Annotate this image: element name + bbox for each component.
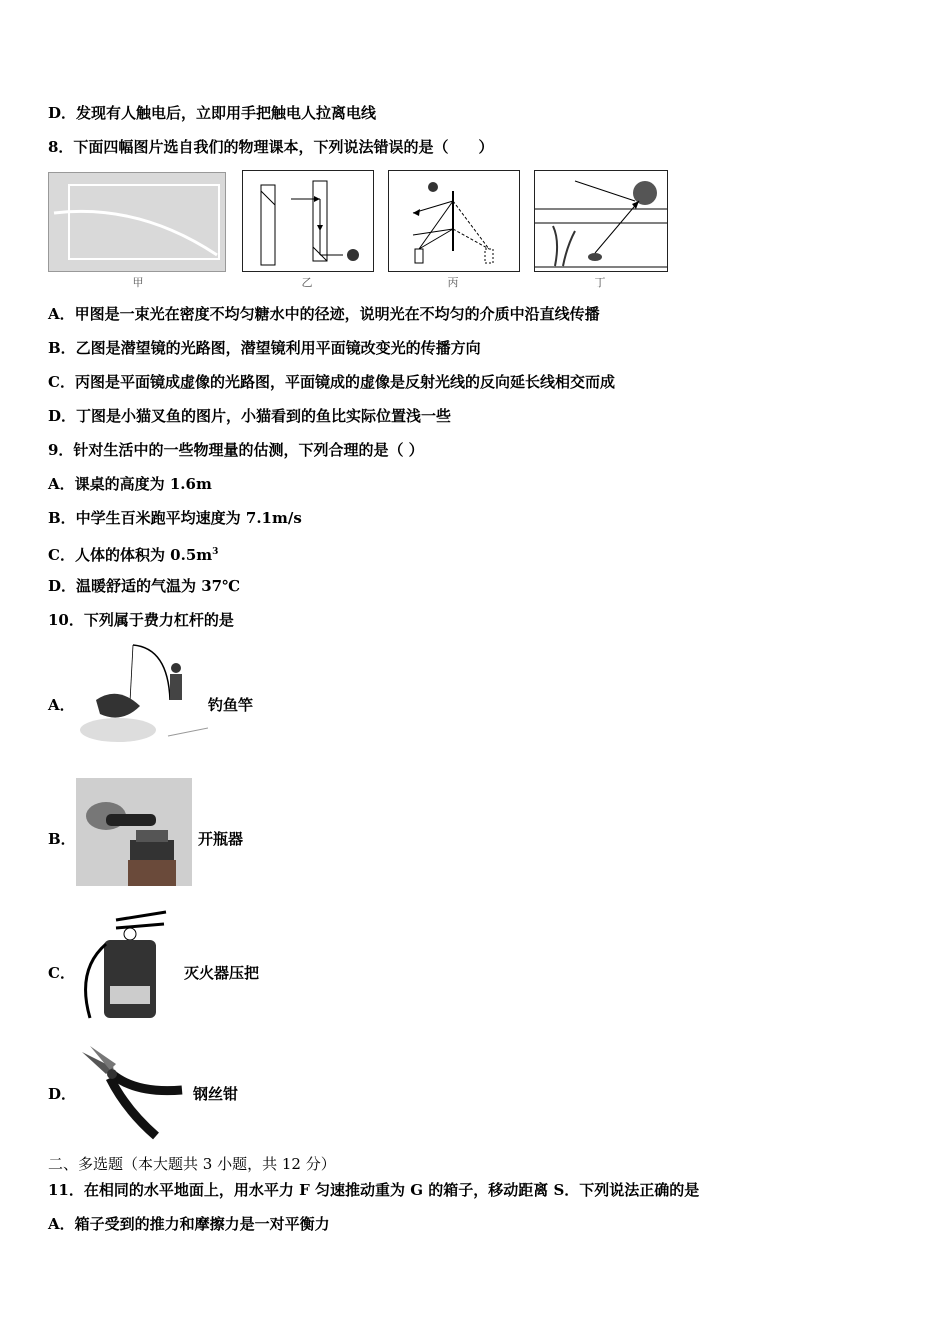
q11-option-a: A．箱子受到的推力和摩擦力是一对平衡力 xyxy=(48,1215,330,1233)
caption-jia: 甲 xyxy=(132,276,144,289)
q9-option-c-sup: 3 xyxy=(212,547,219,557)
q9-option-d: D．温暖舒适的气温为 37℃ xyxy=(48,577,241,595)
q11-stem: 11．在相同的水平地面上，用水平力 F 匀速推动重为 G 的箱子，移动距离 S．下列说法正确的是 xyxy=(48,1181,700,1199)
caption-bing: 丙 xyxy=(447,276,459,289)
q9-stem: 9．针对生活中的一些物理量的估测，下列合理的是（ ） xyxy=(48,441,424,459)
q9-option-b: B．中学生百米跑平均速度为 7.1m/s xyxy=(48,509,302,527)
figure-jia xyxy=(48,172,226,272)
fire-extinguisher-image xyxy=(76,910,172,1020)
q9-option-a: A．课桌的高度为 1.6m xyxy=(48,475,212,493)
q10-option-a-letter: A． xyxy=(48,696,75,714)
pliers-image xyxy=(76,1044,186,1140)
q9-option-c xyxy=(48,542,218,565)
bottle-opener-image xyxy=(76,778,192,886)
q10-option-d-label: 钢丝钳 xyxy=(193,1085,239,1103)
fishing-rod-image xyxy=(78,640,208,744)
figure-bing xyxy=(388,170,520,272)
q8-option-d: D．丁图是小猫叉鱼的图片，小猫看到的鱼比实际位置浅一些 xyxy=(48,407,452,425)
section-2-heading: 二、多选题（本大题共 3 小题，共 12 分） xyxy=(48,1155,336,1173)
figure-yi xyxy=(242,170,374,272)
q10-option-b-letter: B． xyxy=(48,830,76,848)
q10-option-b-label: 开瓶器 xyxy=(198,830,244,848)
q10-option-c-letter: C． xyxy=(48,964,75,982)
q8-option-c: C．丙图是平面镜成虚像的光路图，平面镜成的虚像是反射光线的反向延长线相交而成 xyxy=(48,373,615,391)
q7-option-d: D．发现有人触电后，立即用手把触电人拉离电线 xyxy=(48,104,377,122)
q8-option-b: B．乙图是潜望镜的光路图，潜望镜利用平面镜改变光的传播方向 xyxy=(48,339,481,357)
figure-ding xyxy=(534,170,668,272)
q8-option-a: A．甲图是一束光在密度不均匀糖水中的径迹，说明光在不均匀的介质中沿直线传播 xyxy=(48,305,600,323)
q10-option-a-label: 钓鱼竿 xyxy=(208,696,254,714)
caption-yi: 乙 xyxy=(301,276,313,289)
q10-stem: 10．下列属于费力杠杆的是 xyxy=(48,611,234,629)
caption-ding: 丁 xyxy=(594,276,606,289)
q8-stem: 8．下面四幅图片选自我们的物理课本，下列说法错误的是（ ） xyxy=(48,138,494,156)
q10-option-c-label: 灭火器压把 xyxy=(184,964,260,982)
q10-option-d-letter: D． xyxy=(48,1085,77,1103)
q9-option-c-text: C．人体的体积为 0.5m xyxy=(48,546,213,564)
